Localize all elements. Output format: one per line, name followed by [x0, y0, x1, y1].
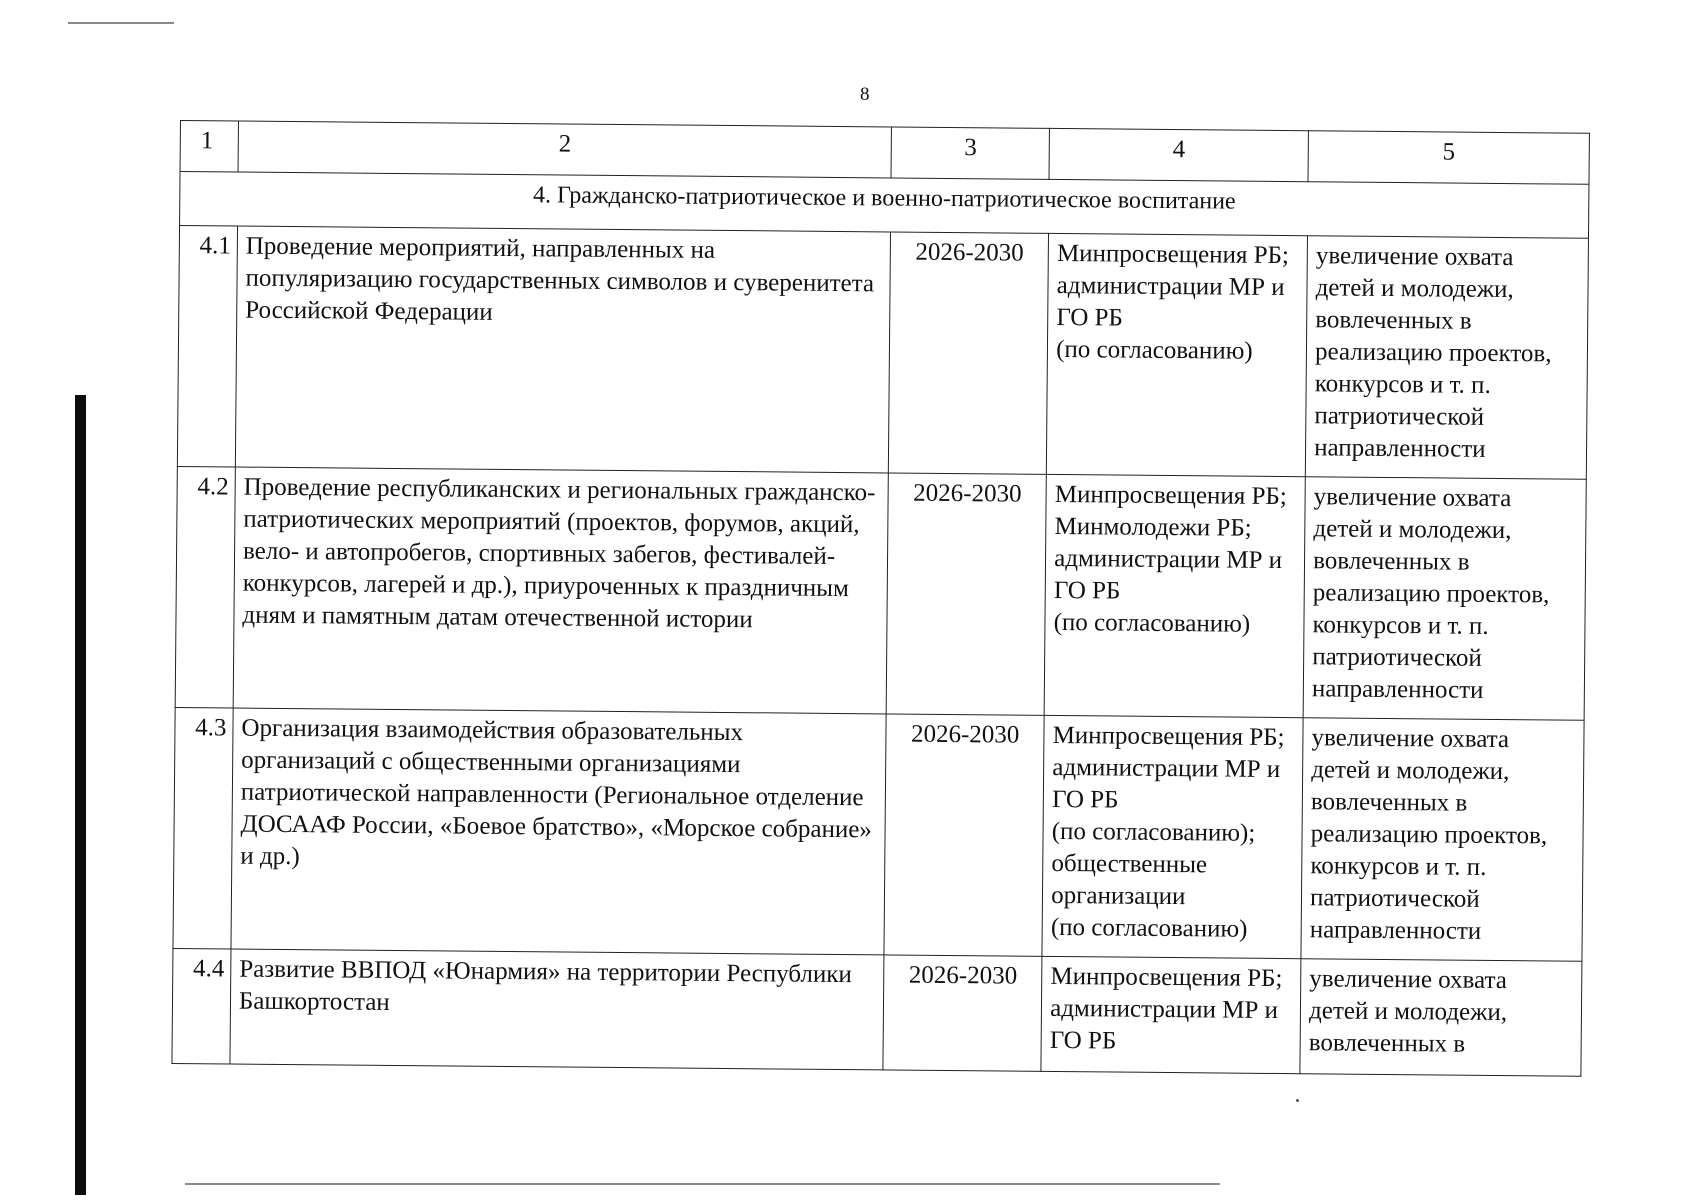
row-number: 4.4 [172, 948, 231, 1064]
scan-artifact-top-line [68, 22, 174, 24]
table-row [173, 707, 1584, 961]
header-cell-4: 4 [1049, 128, 1308, 181]
activity-cell: Организация взаимодействия образовательных организаций с общественными организациями патриотической направленности (Региональное отделение ДОСААФ России, «Боевое братство», «Морское собрание» и др.) [231, 708, 887, 955]
table-row [175, 466, 1586, 720]
header-cell-1: 1 [180, 121, 238, 173]
period-cell: 2026-2030 [883, 955, 1042, 1071]
section-title: 4. Гражданско-патриотическое и военно-патриотическое воспитание [180, 172, 1589, 239]
result-cell: увеличение охвата детей и молодежи, вовлеченных в [1300, 959, 1582, 1077]
activity-cell: Проведение мероприятий, направленных на популяризацию государственных символов и суверенитета Российской Федерации [235, 226, 891, 473]
result-cell: увеличение охвата детей и молодежи, вовлеченных в реализацию проектов, конкурсов и т. п. патриотической направленности [1305, 236, 1588, 480]
period-cell: 2026-2030 [886, 473, 1046, 715]
executors-cell: Минпросвещения РБ; администрации МР и ГО РБ [1041, 956, 1301, 1073]
scan-artifact-left-bar [75, 395, 86, 1195]
period-cell: 2026-2030 [884, 714, 1044, 956]
scan-artifact-bottom-line [185, 1183, 1220, 1185]
row-number: 4.2 [175, 466, 235, 708]
page-number: 8 [860, 84, 870, 105]
table-row [177, 226, 1588, 480]
activity-table [171, 120, 1590, 1077]
activity-cell: Проведение республиканских и региональных гражданско-патриотических мероприятий (проектов, форумов, акций, вело- и автопробегов, спортивных забегов, фестивалей-конкурсов, лагерей и др.), приуроченных к праздничным дням и памятным датам отечественной истории [233, 467, 889, 714]
header-cell-2: 2 [238, 121, 892, 178]
executors-cell: Минпросвещения РБ; администрации МР и ГО РБ (по согласованию) [1047, 233, 1308, 476]
scan-artifact-dot [1296, 1099, 1299, 1102]
period-cell: 2026-2030 [889, 232, 1049, 474]
header-cell-5: 5 [1308, 131, 1589, 185]
header-cell-3: 3 [891, 127, 1049, 179]
result-cell: увеличение охвата детей и молодежи, вовлеченных в реализацию проектов, конкурсов и т. п. патриотической направленности [1301, 718, 1584, 962]
row-number: 4.1 [177, 226, 237, 468]
executors-cell: Минпросвещения РБ; Минмолодежи РБ; администрации МР и ГО РБ (по согласованию) [1044, 474, 1305, 717]
row-number: 4.3 [173, 707, 233, 949]
executors-cell: Минпросвещения РБ; администрации МР и ГО РБ (по согласованию); общественные организации (по согласованию) [1042, 715, 1303, 958]
activity-cell: Развитие ВВПОД «Юнармия» на территории Республики Башкортостан [230, 949, 884, 1070]
result-cell: увеличение охвата детей и молодежи, вовлеченных в реализацию проектов, конкурсов и т. п. патриотической направленности [1303, 477, 1586, 721]
table-row [172, 948, 1582, 1076]
